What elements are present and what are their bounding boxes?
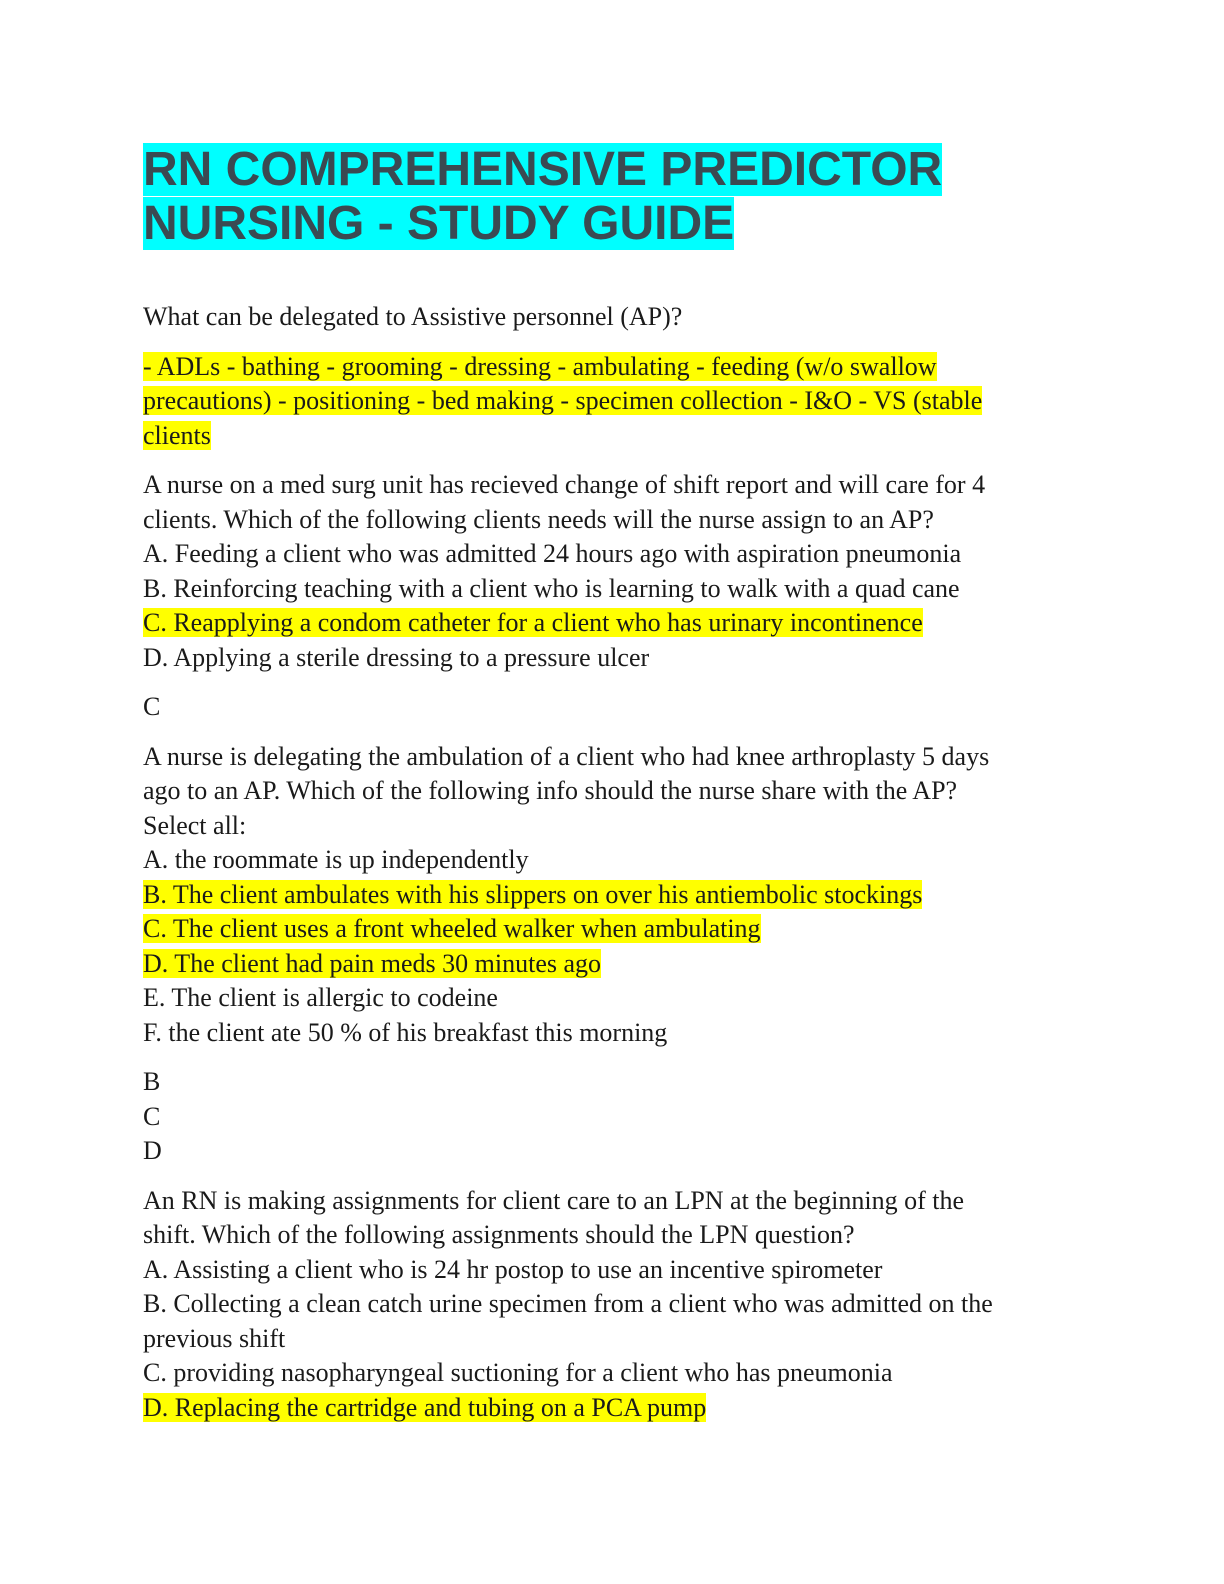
option-a: A. the roommate is up independently bbox=[143, 845, 529, 874]
question-text: clients. Which of the following clients needs will the nurse assign to an AP? bbox=[143, 504, 934, 534]
question-text: Select all: bbox=[143, 810, 247, 840]
option-d-correct: D. The client had pain meds 30 minutes ago bbox=[143, 948, 602, 978]
question-1 bbox=[143, 300, 1063, 335]
answer-letter: B bbox=[143, 1067, 161, 1096]
answer-2 bbox=[143, 690, 1063, 725]
option-c: C. providing nasopharyngeal suctioning for a client who has pneumonia bbox=[143, 1358, 893, 1387]
option-d: D. Applying a sterile dressing to a pressure ulcer bbox=[143, 642, 650, 672]
question-text: A nurse on a med surg unit has recieved change of shift report and will care for 4 bbox=[143, 470, 986, 499]
option-d-correct: D. Replacing the cartridge and tubing on a PCA pump bbox=[143, 1392, 707, 1422]
option-b: B. Collecting a clean catch urine specimen from a client who was admitted on the bbox=[143, 1289, 993, 1318]
option-b: B. Reinforcing teaching with a client who is learning to walk with a quad cane bbox=[143, 573, 960, 603]
question-text: ago to an AP. Which of the following info should the nurse share with the AP? bbox=[143, 776, 958, 805]
question-text: An RN is making assignments for client care to an LPN at the beginning of the bbox=[143, 1185, 964, 1215]
answer-line: - ADLs - bathing - grooming - dressing - ambulating - feeding (w/o swallow bbox=[143, 351, 937, 381]
title-line-2: NURSING - STUDY GUIDE bbox=[143, 197, 735, 250]
question-3 bbox=[143, 740, 1063, 1051]
document-page bbox=[143, 143, 1063, 1425]
option-b-continued: previous shift bbox=[143, 1323, 286, 1353]
option-c-correct: C. The client uses a front wheeled walker when ambulating bbox=[143, 914, 761, 943]
option-a: A. Assisting a client who is 24 hr postop to use an incentive spirometer bbox=[143, 1254, 883, 1284]
option-e: E. The client is allergic to codeine bbox=[143, 983, 498, 1012]
question-text: A nurse is delegating the ambulation of a client who had knee arthroplasty 5 days bbox=[143, 741, 990, 771]
option-a: A. Feeding a client who was admitted 24 hours ago with aspiration pneumonia bbox=[143, 539, 962, 568]
question-4 bbox=[143, 1184, 1063, 1426]
question-text: shift. Which of the following assignments should the LPN question? bbox=[143, 1220, 855, 1249]
question-2 bbox=[143, 468, 1063, 675]
option-f: F. the client ate 50 % of his breakfast this morning bbox=[143, 1017, 668, 1047]
answer-letter: C bbox=[143, 692, 161, 721]
title-line-1: RN COMPREHENSIVE PREDICTOR bbox=[143, 143, 943, 196]
answer-line: clients bbox=[143, 420, 211, 450]
study-guide-body bbox=[143, 300, 1063, 1425]
document-title bbox=[143, 143, 1063, 251]
answer-3 bbox=[143, 1065, 1063, 1169]
option-b-correct: B. The client ambulates with his slippers on over his antiembolic stockings bbox=[143, 879, 923, 909]
answer-letter: D bbox=[143, 1136, 162, 1165]
question-text: What can be delegated to Assistive personnel (AP)? bbox=[143, 302, 683, 331]
answer-letter: C bbox=[143, 1101, 161, 1131]
option-c-correct: C. Reapplying a condom catheter for a client who has urinary incontinence bbox=[143, 608, 923, 637]
answer-1 bbox=[143, 350, 1063, 454]
answer-line: precautions) - positioning - bed making - specimen collection - I&O - VS (stable bbox=[143, 386, 983, 415]
